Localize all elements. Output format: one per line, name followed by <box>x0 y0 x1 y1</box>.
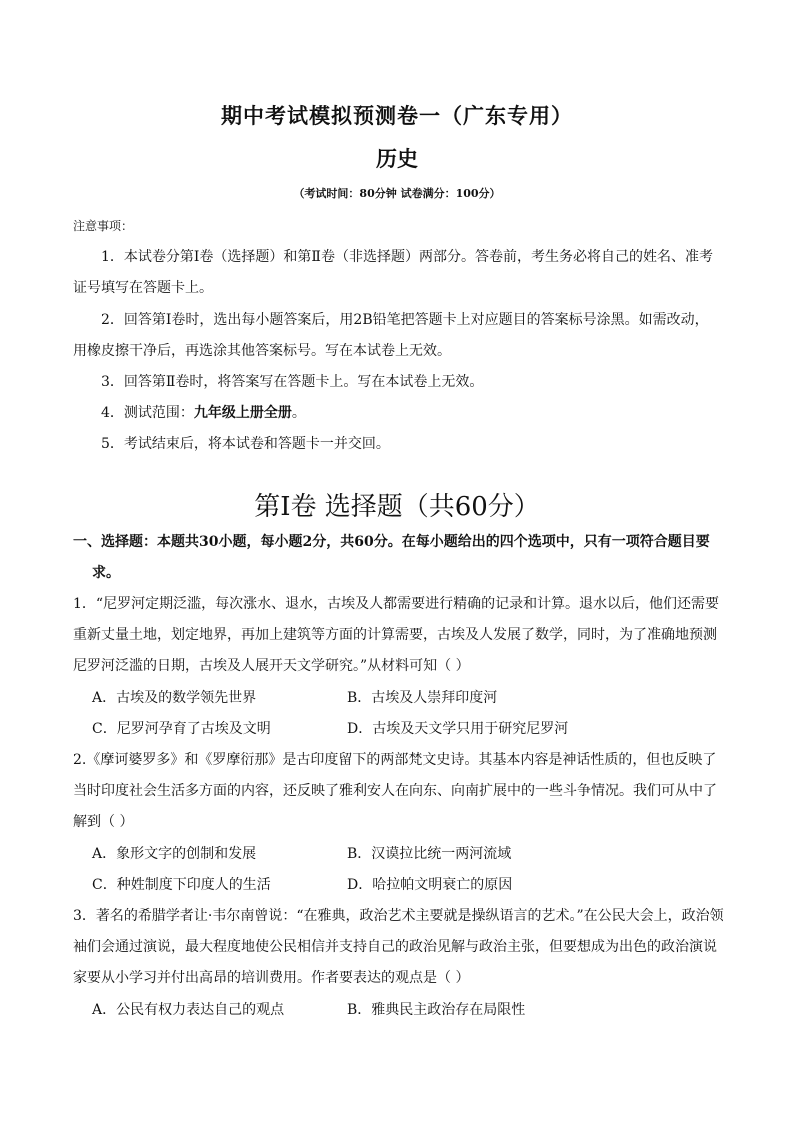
section-intro: 求。 <box>92 565 120 581</box>
note-line <box>101 403 306 423</box>
question-1-text: 重新丈量土地，划定地界，再加上建筑等方面的计算需要，古埃及人发展了数学，同时，为了准确地预测 <box>73 627 717 643</box>
notes-heading: 注意事项： <box>73 219 134 233</box>
option-a: A．古埃及的数学领先世界 <box>92 690 257 706</box>
test-scope: 九年级上册全册 <box>193 405 292 421</box>
option-b: B．汉谟拉比统一两河流域 <box>347 846 512 862</box>
question-2-text: 2.《摩诃婆罗多》和《罗摩衍那》是古印度留下的两部梵文史诗。其基本内容是神话性质的，但也反映了 <box>73 752 717 768</box>
option-b: B．古埃及人崇拜印度河 <box>347 690 498 706</box>
option-a: A．象形文字的创制和发展 <box>92 846 257 862</box>
note-line: 1．本试卷分第Ⅰ卷（选择题）和第Ⅱ卷（非选择题）两部分。答卷前，考生务必将自己的姓名、准考 <box>101 249 713 265</box>
option-a: A．公民有权力表达自己的观点 <box>92 1002 285 1018</box>
note-line: 5．考试结束后，将本试卷和答题卡一并交回。 <box>101 436 390 452</box>
question-3-text: 3．著名的希腊学者让·韦尔南曾说：“在雅典，政治艺术主要就是操纵语言的艺术。”在公民大会上，政治领 <box>73 908 724 924</box>
question-3-text: 袖们会通过演说，最大程度地使公民相信并支持自己的政治见解与政治主张，但要想成为出色的政治演说 <box>73 939 717 955</box>
note-line: 2．回答第Ⅰ卷时，选出每小题答案后，用2B铅笔把答题卡上对应题目的答案标号涂黑。如需改动， <box>101 312 709 328</box>
note-line: 用橡皮擦干净后，再选涂其他答案标号。写在本试卷上无效。 <box>73 343 451 359</box>
note-line: 证号填写在答题卡上。 <box>73 280 213 296</box>
option-d: D．古埃及天文学只用于研究尼罗河 <box>347 721 569 737</box>
note-line: 3．回答第Ⅱ卷时，将答案写在答题卡上。写在本试卷上无效。 <box>101 374 484 390</box>
section-title: 第Ⅰ卷 选择题（共60分） <box>254 492 540 522</box>
question-3-text: 家要从小学习并付出高昂的培训费用。作者要表达的观点是（ ） <box>73 970 470 986</box>
exam-title: 期中考试模拟预测卷一（广东专用） <box>221 103 573 128</box>
note-text: 4．测试范围： <box>101 405 194 421</box>
option-c: C．尼罗河孕育了古埃及文明 <box>92 721 271 737</box>
subject-title: 历史 <box>376 146 418 171</box>
option-c: C．种姓制度下印度人的生活 <box>92 877 271 893</box>
note-text: 。 <box>291 405 306 421</box>
question-1-text: 1．“尼罗河定期泛滥，每次涨水、退水，古埃及人都需要进行精确的记录和计算。退水以后，他们还需要 <box>73 596 720 612</box>
question-2-text: 当时印度社会生活多方面的内容，还反映了雅利安人在向东、向南扩展中的一些斗争情况。我们可从中了 <box>73 783 717 799</box>
exam-info: （考试时间：80分钟 试卷满分：100分） <box>293 187 501 200</box>
question-2-text: 解到（ ） <box>73 814 134 830</box>
question-1-text: 尼罗河泛滥的日期，古埃及人展开天文学研究。”从材料可知（ ） <box>73 658 470 674</box>
section-intro: 一、选择题：本题共30小题，每小题2分，共60分。在每小题给出的四个选项中，只有一项符合题目要 <box>73 534 710 550</box>
option-b: B．雅典民主政治存在局限性 <box>347 1002 526 1018</box>
option-d: D．哈拉帕文明衰亡的原因 <box>347 877 513 893</box>
